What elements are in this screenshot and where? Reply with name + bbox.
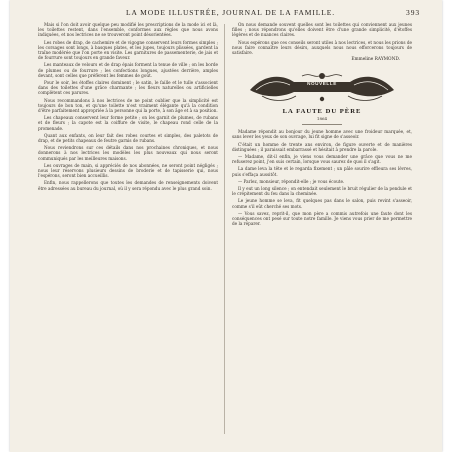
paragraph: On nous demande souvent quelles sont les toilettes qui conviennent aux jeunes filles ; nous répondrons qu'elles doivent être d'une grande simplicité, d'étoffes légères et de nuances claires. <box>232 22 412 38</box>
column-divider <box>224 24 225 434</box>
paragraph: Madame répondit au bonjour du jeune homme avec une froideur marquée, et, sans lever les yeux de son ouvrage, lui fit signe de s'asseoir. <box>232 129 412 140</box>
page-number: 393 <box>406 8 420 17</box>
paragraph: Enfin, nous rappellerons que toutes les demandes de renseignements doivent être adressées au bureau du journal, où il y sera répondu avec le plus grand soin. <box>38 180 218 191</box>
paragraph: Il y eut un long silence ; on entendait seulement le bruit régulier de la pendule et le crépitement du feu dans la cheminée. <box>232 186 412 197</box>
paragraph: Quant aux enfants, on leur fait des robes courtes et simples, des paletots de drap, et de petits chapeaux de feutre garnis de rubans. <box>38 132 218 144</box>
author-signature: Emmeline RAYMOND. <box>351 57 400 63</box>
left-column <box>38 22 218 442</box>
paragraph: Les chapeaux conservent leur forme petite ; on les garnit de plumes, de rubans et de fleurs ; la capote est la coiffure de visite, le chapeau rond celle de la promenade. <box>38 115 218 131</box>
magazine-page <box>10 0 442 452</box>
right-column <box>232 22 412 442</box>
paragraph: — Madame, dit-il enfin, je viens vous demander une grâce que vous ne me refuserez point, j'en suis certain, lorsque vous saurez de quoi il s'agit. <box>232 154 412 165</box>
story-date: 1864 <box>316 116 328 122</box>
page-header <box>34 8 420 20</box>
paragraph: Nous reviendrons sur ces détails dans nos prochaines chroniques, et nous donnerons à nos lectrices les modèles les plus nouveaux qui nous seront communiqués par les meilleures maisons. <box>38 145 218 161</box>
title-divider <box>302 124 342 125</box>
vignette-label: NOUVELLE <box>307 81 337 87</box>
ornament-banner-icon <box>242 68 402 106</box>
nouvelle-vignette <box>242 68 402 106</box>
journal-title: LA MODE ILLUSTRÉE, JOURNAL DE LA FAMILLE. <box>126 8 335 17</box>
paragraph: Nous espérons que ces conseils seront utiles à nos lectrices, et nous les prions de nous faire connaître leurs désirs, auxquels nous nous efforcerons toujours de satisfaire. <box>232 39 412 56</box>
paragraph: Les manteaux de velours et de drap épais forment la tenue de ville ; on les borde de plumes ou de fourrure ; les confections longues, ajustées derrière, amples devant, sont celles que préfèrent les femmes de goût. <box>38 62 218 78</box>
paragraph: Mais si l'on doit avoir quelque peu modifié les prescriptions de la mode ici et là, les toilettes restent, dans l'ensemble, conformes aux règles que nous avons indiquées, et nos lectrices ne se trouveront point désorientées. <box>38 22 218 38</box>
paragraph: Nous recommandons à nos lectrices de ne point oublier que la simplicité est toujours de bon ton, et qu'une toilette n'est vraiment élégante qu'à la condition d'être parfaitement appropriée à la personne qui la porte, à son âge et à sa position. <box>38 97 218 114</box>
paragraph: Pour le soir, les étoffes claires dominent ; le satin, le faille et le tulle s'associent dans des toilettes d'une grâce charmante ; les fleurs naturelles ou artificielles complètent ces parures. <box>38 80 218 96</box>
paragraph: La dame leva la tête et le regarda fixement ; un pâle sourire effleura ses lèvres, puis s'effaça aussitôt. <box>232 166 412 177</box>
paragraph: Le jeune homme se leva, fit quelques pas dans le salon, puis revint s'asseoir, comme s'il eût cherché ses mots. <box>232 198 412 209</box>
paragraph: C'était un homme de trente ans environ, de figure ouverte et de manières distinguées ; il paraissait embarrassé et hésitait à prendre la parole. <box>232 141 412 152</box>
paragraph: Les robes de drap, de cachemire et de vigogne conservent leurs formes simples ; les corsages sont longs, à basques plates, et les jupes, toujours plissées, gardent la traîne modérée que l'on porte en visite. Les garnitures de passementerie, de jais et de fourrure sont toujours en grande faveur. <box>38 39 218 61</box>
paragraph: Les ouvrages de main, si appréciés de nos abonnées, ne seront point négligés ; nous leur réservons plusieurs dessins de broderie et de tapisserie qui, nous l'espérons, seront bien accueillis. <box>38 162 218 179</box>
paragraph: — Parlez, monsieur, répondit-elle ; je vous écoute. <box>238 178 345 184</box>
paragraph: — Vous savez, reprit-il, que mon père a commis autrefois une faute dont les conséquences ont pesé sur toute notre famille. Je viens vous prier de me permettre de la réparer. <box>232 210 412 227</box>
story-title: LA FAUTE DU PÈRE <box>282 108 362 116</box>
